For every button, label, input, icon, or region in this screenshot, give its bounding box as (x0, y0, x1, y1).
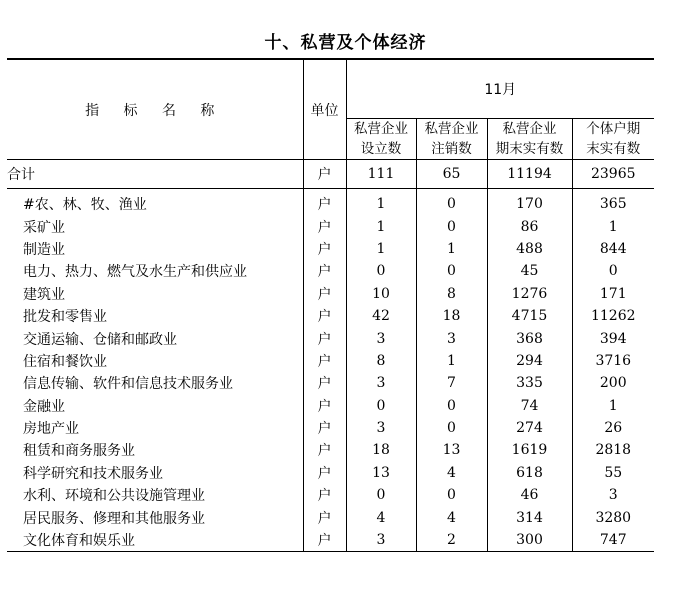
value-private-existing: 300 (487, 529, 572, 552)
table-row (7, 238, 654, 260)
value-established: 1 (346, 238, 416, 260)
table-row (7, 350, 654, 372)
value-established: 42 (346, 305, 416, 327)
value-private-existing: 1619 (487, 439, 572, 461)
value-cancelled: 7 (416, 372, 487, 394)
value-private-existing: 368 (487, 327, 572, 349)
indicator-header: 指 标 名 称 (7, 59, 303, 160)
row-unit: 户 (303, 372, 346, 394)
row-unit: 户 (303, 327, 346, 349)
value-individual-existing: 747 (572, 529, 654, 552)
month-header: 11月 (346, 59, 654, 119)
row-indicator-name: 租赁和商务服务业 (23, 443, 135, 460)
row-indicator-name: 信息传输、软件和信息技术服务业 (23, 376, 233, 393)
value-private-existing: 618 (487, 462, 572, 484)
unit-header: 单位 (303, 59, 346, 160)
value-established: 3 (346, 417, 416, 439)
row-indicator-name: 建筑业 (23, 286, 65, 303)
row-indicator-name: 居民服务、修理和其他服务业 (23, 510, 205, 527)
value-individual-existing: 3716 (572, 350, 654, 372)
table-row (7, 395, 654, 417)
table-row (7, 305, 654, 327)
table-row (7, 215, 654, 237)
column-header-established (346, 119, 416, 160)
table-row (7, 327, 654, 349)
value-cancelled: 0 (416, 395, 487, 417)
value-private-existing: 170 (487, 189, 572, 216)
value-private-existing: 86 (487, 215, 572, 237)
row-indicator-name: 交通运输、仓储和邮政业 (23, 331, 177, 348)
column-header-individual-existing (572, 119, 654, 160)
value-established: 10 (346, 283, 416, 305)
row-unit: 户 (303, 189, 346, 216)
table-row (7, 462, 654, 484)
value-private-existing: 335 (487, 372, 572, 394)
value-established: 18 (346, 439, 416, 461)
row-unit: 户 (303, 283, 346, 305)
table-row (7, 189, 654, 216)
row-unit: 户 (303, 160, 346, 189)
column-header-line2: 末实有数 (586, 141, 641, 157)
row-unit: 户 (303, 529, 346, 552)
value-private-existing: 294 (487, 350, 572, 372)
row-unit: 户 (303, 439, 346, 461)
row-indicator-name: 科学研究和技术服务业 (23, 465, 163, 482)
value-private-existing: 4715 (487, 305, 572, 327)
value-individual-existing: 23965 (572, 160, 654, 189)
value-private-existing: 488 (487, 238, 572, 260)
value-cancelled: 4 (416, 462, 487, 484)
value-established: 13 (346, 462, 416, 484)
table-row (7, 260, 654, 282)
value-cancelled: 18 (416, 305, 487, 327)
table-row (7, 529, 654, 552)
value-individual-existing: 1 (572, 395, 654, 417)
value-individual-existing: 365 (572, 189, 654, 216)
value-individual-existing: 3280 (572, 506, 654, 528)
value-individual-existing: 1 (572, 215, 654, 237)
table-row (7, 283, 654, 305)
row-unit: 户 (303, 417, 346, 439)
row-indicator-name: 文化体育和娱乐业 (7, 529, 303, 552)
column-header-line2: 设立数 (360, 141, 402, 157)
table-row (7, 506, 654, 528)
value-cancelled: 3 (416, 327, 487, 349)
row-unit: 户 (303, 462, 346, 484)
row-indicator-name: 采矿业 (23, 219, 65, 236)
value-individual-existing: 394 (572, 327, 654, 349)
value-established: 111 (346, 160, 416, 189)
table-body (7, 160, 654, 552)
value-private-existing: 46 (487, 484, 572, 506)
row-indicator-name: 水利、环境和公共设施管理业 (23, 488, 205, 505)
column-header-line1: 私营企业 (502, 121, 557, 137)
row-unit: 户 (303, 395, 346, 417)
value-individual-existing: 2818 (572, 439, 654, 461)
value-cancelled: 0 (416, 417, 487, 439)
row-indicator-name: #农、林、牧、渔业 (23, 197, 147, 214)
value-established: 3 (346, 529, 416, 552)
row-indicator-name: 制造业 (23, 241, 65, 258)
row-indicator-name: 金融业 (23, 398, 65, 415)
page-title: 十、私营及个体经济 (264, 33, 427, 53)
value-individual-existing: 11262 (572, 305, 654, 327)
column-header-private-existing (487, 119, 572, 160)
value-private-existing: 45 (487, 260, 572, 282)
value-cancelled: 4 (416, 506, 487, 528)
column-header-cancelled (416, 119, 487, 160)
row-indicator-name: 合计 (7, 160, 303, 189)
value-established: 0 (346, 395, 416, 417)
value-cancelled: 1 (416, 238, 487, 260)
column-header-line2: 注销数 (431, 141, 472, 157)
table-row (7, 484, 654, 506)
row-unit: 户 (303, 305, 346, 327)
column-header-line1: 私营企业 (354, 121, 408, 137)
value-established: 1 (346, 189, 416, 216)
column-header-line1: 个体户期 (586, 121, 641, 137)
row-indicator-name: 电力、热力、燃气及水生产和供应业 (23, 264, 247, 281)
table-row (7, 372, 654, 394)
value-cancelled: 0 (416, 260, 487, 282)
value-private-existing: 314 (487, 506, 572, 528)
value-established: 4 (346, 506, 416, 528)
value-cancelled: 2 (416, 529, 487, 552)
value-cancelled: 0 (416, 189, 487, 216)
value-individual-existing: 55 (572, 462, 654, 484)
row-indicator-name: 批发和零售业 (23, 309, 107, 326)
value-private-existing: 74 (487, 395, 572, 417)
value-cancelled: 13 (416, 439, 487, 461)
value-private-existing: 11194 (487, 160, 572, 189)
value-individual-existing: 200 (572, 372, 654, 394)
value-private-existing: 274 (487, 417, 572, 439)
value-private-existing: 1276 (487, 283, 572, 305)
value-established: 0 (346, 484, 416, 506)
value-individual-existing: 0 (572, 260, 654, 282)
value-established: 1 (346, 215, 416, 237)
row-unit: 户 (303, 238, 346, 260)
value-established: 8 (346, 350, 416, 372)
table-row (7, 439, 654, 461)
row-unit: 户 (303, 260, 346, 282)
value-established: 0 (346, 260, 416, 282)
value-cancelled: 1 (416, 350, 487, 372)
table-row (7, 417, 654, 439)
statistics-table (7, 58, 654, 552)
value-cancelled: 8 (416, 283, 487, 305)
value-individual-existing: 26 (572, 417, 654, 439)
value-individual-existing: 844 (572, 238, 654, 260)
value-established: 3 (346, 372, 416, 394)
value-established: 3 (346, 327, 416, 349)
row-unit: 户 (303, 350, 346, 372)
column-header-line1: 私营企业 (424, 121, 479, 137)
table-row-total (7, 160, 654, 189)
value-cancelled: 65 (416, 160, 487, 189)
value-individual-existing: 3 (572, 484, 654, 506)
value-cancelled: 0 (416, 215, 487, 237)
row-unit: 户 (303, 215, 346, 237)
row-unit: 户 (303, 506, 346, 528)
row-unit: 户 (303, 484, 346, 506)
value-individual-existing: 171 (572, 283, 654, 305)
row-indicator-name: 住宿和餐饮业 (23, 353, 107, 370)
row-indicator-name: 房地产业 (23, 421, 79, 438)
value-cancelled: 0 (416, 484, 487, 506)
column-header-line2: 期末实有数 (495, 141, 564, 157)
